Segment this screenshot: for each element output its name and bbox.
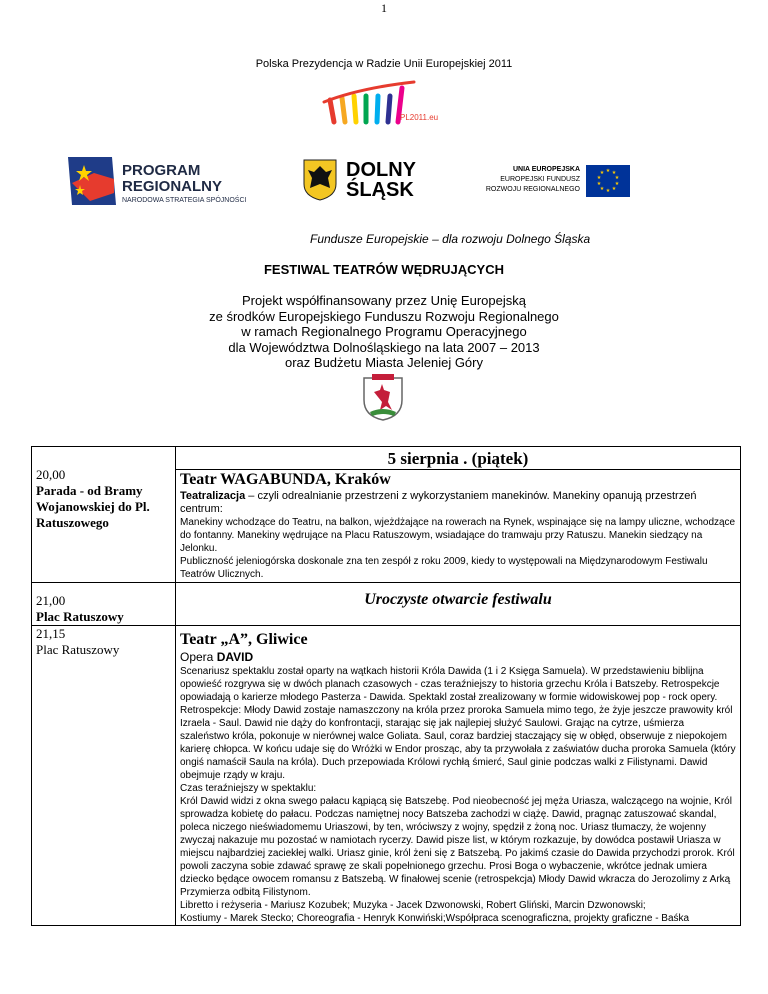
eu-line3: ROZWOJU REGIONALNEGO (485, 186, 580, 193)
program-line3: NARODOWA STRATEGIA SPÓJNOŚCI (122, 197, 247, 204)
funds-tagline: Fundusze Europejskie – dla rozwoju Dolnego Śląska (310, 232, 591, 246)
eu-flag-icon (586, 165, 630, 197)
svg-text:★: ★ (596, 181, 602, 187)
silesian-eagle-icon (302, 158, 338, 202)
event3-paragraph: Retrospekcje: Młody Dawid zostaje namaszczony na króla przez proroka Samuela mimo tego, że żyje jeszcze prawowity król Izraela - Saul. Dawid nie dąży do konfrontacji, starając się jak najlepiej służyć Saulowi. Grając na cytrze, uśmierza szaleństwo króla, pokonuje w nierównej walce Goliata. Saul, coraz bardziej staczający się w obłęd, obserwuje z niepokojem karierę chłopca. W końcu udaje się do Wróżki w Endor prosząc, aby ta przywołała z zaświatów ducha proroka Samuela (który ongiś namaścił Saula na króla). Duch przepowiada Królowi rychłą śmierć, Saul ginie podczas walki z Filistynami. Dawid obejmuje rządy w kraju. (180, 705, 736, 781)
event3-paragraph: Czas teraźniejszy w spektaklu: (180, 783, 317, 794)
event3-paragraph: Król Dawid widzi z okna swego pałacu kąpiącą się Batszebę. Pod nieobecność jej męża Uriasza, walczącego na wojnie, Król sprowadza kobietę do pałacu. Podczas namiętnej nocy Batszeba zachodzi w ciążę. Dawid, pragnąc zatuszować skandal, poleca niczego nieświadomemu Uriaszowi, by ten, wróciwszy z wojny, spędził z żoną noc. Uriasz tłumaczy, że wojenny zwyczaj nakazuje mu pozostać w namiotach rycerzy. Dawid pisze list, w którym rozkazuje, by dowódca postawił Uriasza w miejscu najbardziej zaciekłej walki. Uriasz ginie, król żeni się z Batszebą. Po jakimś czasie do Dawida przychodzi prorok. Król powoli zaczyna sobie zdawać sprawę ze skali popełnionego grzechu. Prosi Boga o wybaczenie, wkrótce jednak umiera dziecko będące owocem romansu z Batszebą. W finałowej scenie (retrospekcja) Młody Dawid wkracza do Jerozolimy z Arką Przymierza odbitą Filistynom. (180, 796, 735, 898)
event3-subtitle (180, 650, 736, 665)
event3-place: Plac Ratuszowy (36, 642, 120, 657)
project-line: oraz Budżetu Miasta Jeleniej Góry (285, 355, 483, 370)
svg-text:★: ★ (599, 186, 605, 192)
event2-place: Plac Ratuszowy (36, 609, 124, 624)
program-schedule-table (31, 446, 741, 926)
event2-time: 21,00 (36, 593, 66, 608)
event1-place: Parada - od Bramy Wojanowskiej do Pl. Ratuszowego (36, 483, 150, 530)
eu-line1: UNIA EUROPEJSKA (512, 166, 580, 173)
event3-paragraph: Scenariusz spektaklu został oparty na wątkach historii Króla Dawida (1 i 2 Księga Samuela). W przedstawieniu biblijna opowieść rozgrywa się w dwóch planach czasowych - czas teraźniejszy to historia grzechu Króla i Batszeby. Retrospekcje opowiadają o karierze młodego Pasterza - Dawida. Spektakl został zrealizowany w formie widowiskowej pop - rock opery. (180, 666, 720, 703)
eu-logo (470, 163, 634, 203)
program-line1: PROGRAM (122, 162, 201, 179)
page-number: 1 (381, 1, 387, 15)
event1-note: Publiczność jeleniogórska doskonale zna ten zespół z roku 2009, kiedy to występowali na Międzynarodowym Festiwalu Teatrów Ulicznych. (180, 556, 708, 580)
project-line: dla Województwa Dolnośląskiego na lata 2007 – 2013 (228, 339, 540, 355)
dolny-slask-logo (302, 158, 432, 206)
pl2011-logo (320, 74, 450, 132)
event3-title: Teatr „A”, Gliwice (180, 631, 308, 648)
svg-text:★: ★ (614, 175, 620, 181)
pl2011-stick-figures-icon (320, 74, 450, 132)
project-line: ze środków Europejskiego Funduszu Rozwoju Regionalnego (209, 308, 559, 324)
event1-time-place (32, 447, 176, 583)
svg-text:★: ★ (605, 168, 611, 174)
svg-text:★: ★ (611, 186, 617, 192)
event3-details (176, 626, 741, 926)
event1-time: 20,00 (36, 467, 66, 482)
svg-text:★: ★ (605, 188, 611, 194)
svg-text:★: ★ (596, 175, 602, 181)
jelenia-gora-coat-of-arms (360, 372, 406, 422)
event3-time-place (32, 626, 176, 926)
festival-title: FESTIWAL TEATRÓW WĘDRUJĄCYCH (263, 262, 504, 277)
date-heading: 5 sierpnia . (piątek) (176, 447, 741, 470)
event3-credits: Kostiumy - Marek Stecko; Choreografia - Henryk Konwiński;Współpraca scenograficzna, projekty graficzne - Baśka (180, 913, 690, 924)
event3-credits: Libretto i reżyseria - Mariusz Kozubek; Muzyka - Jacek Dzwonowski, Robert Gliński, Marcin Dzwonowski; (180, 900, 646, 911)
project-line: w ramach Regionalnego Programu Operacyjnego (241, 324, 527, 339)
eu-line2: EUROPEJSKI FUNDUSZ (500, 176, 580, 183)
presidency-heading: Polska Prezydencja w Radzie Unii Europejskiej 2011 (255, 58, 513, 70)
deer-crest-icon (360, 372, 406, 422)
project-funding-block (0, 293, 768, 371)
event1-details (176, 470, 741, 583)
event1-description: Manekiny wchodzące do Teatru, na balkon, wjeżdżające na rowerach na Rynek, wspinające się na lampy uliczne, wchodzące do fontanny. Manekiny wędrujące na Placu Ratuszowym, wsiadające do tramwaju przy Ratuszu. Manekin siedzący na Jelonku. (180, 517, 736, 554)
event1-lead-line (180, 490, 736, 516)
program-regionalny-logo (66, 153, 266, 211)
dolny-line2: ŚLĄSK (346, 179, 414, 201)
program-line2: REGIONALNY (122, 178, 223, 195)
svg-text:★: ★ (599, 170, 605, 176)
dolny-line1: DOLNY (346, 159, 416, 181)
stars-flag-icon (66, 153, 118, 209)
svg-text:★: ★ (611, 170, 617, 176)
event2-title: Uroczyste otwarcie festiwalu (176, 583, 741, 626)
event3-time: 21,15 (36, 626, 66, 641)
event3-subtitle-name: DAVID (216, 650, 254, 664)
project-line: Projekt współfinansowany przez Unię Europejską (242, 293, 526, 308)
event1-lead: – czyli odrealnianie przestrzeni z wykorzystaniem manekinów. Manekiny opanują przestrzeń centrum: (180, 490, 697, 515)
pl2011-label: PL2011.eu (400, 113, 439, 122)
event1-kind: Teatralizacja (180, 490, 246, 502)
event1-title: Teatr WAGABUNDA, Kraków (180, 471, 391, 488)
svg-text:★: ★ (614, 181, 620, 187)
event3-subtitle-prefix: Opera (180, 650, 217, 664)
event2-time-place (32, 583, 176, 626)
